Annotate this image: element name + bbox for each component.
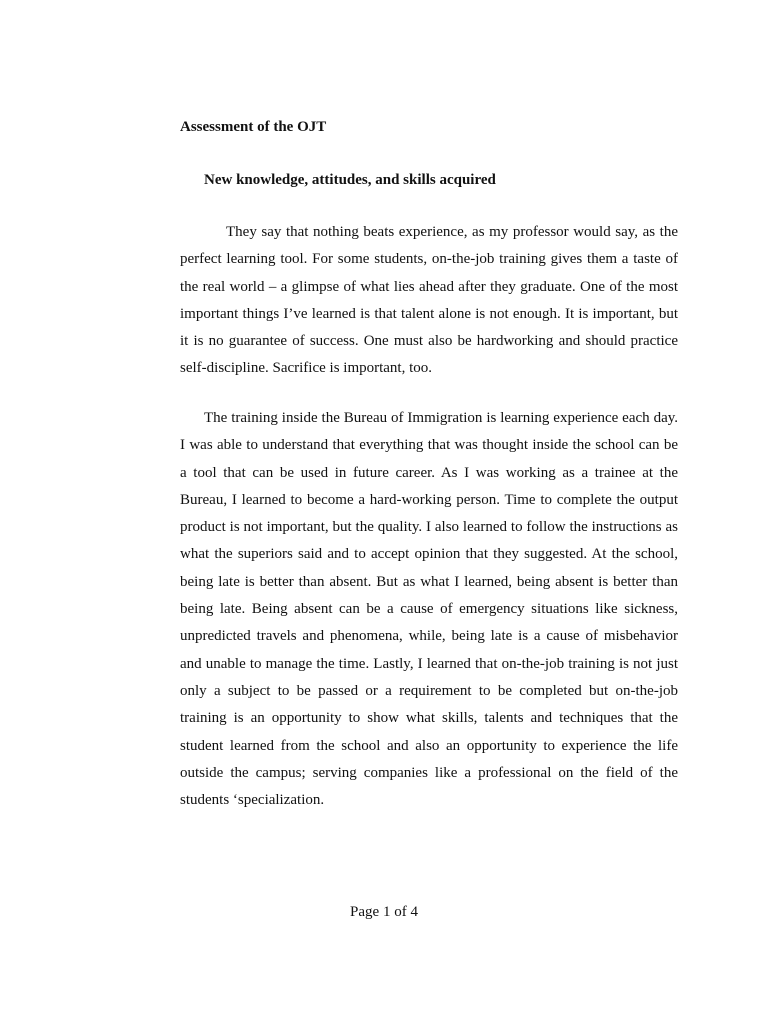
paragraph-2: The training inside the Bureau of Immigration is learning experience each day. I was able to understand that everything that was thought inside the school can be a tool that can be used in future career. As I was working as a trainee at the Bureau, I learned to become a hard-working person. Time to complete the output product is not important, but the quality. I also learned to follow the instructions as what the superiors said and to accept opinion that they suggested. At the school, being late is better than absent. But as what I learned, being absent is better than being late. Being absent can be a cause of emergency situations like sickness, unpredicted travels and phenomena, while, being late is a cause of misbehavior and unable to manage the time. Lastly, I learned that on-the-job training is not just only a subject to be passed or a requirement to be completed but on-the-job training is an opportunity to show what skills, talents and techniques that the student learned from the school and also an opportunity to experience the life outside the campus; serving companies like a professional on the field of the students ‘specialization. bbox=[180, 410, 678, 809]
page-number: Page 1 of 4 bbox=[350, 904, 418, 920]
section-heading: Assessment of the OJT bbox=[180, 119, 327, 135]
subsection-heading: New knowledge, attitudes, and skills acquired bbox=[204, 172, 496, 188]
paragraph-1: They say that nothing beats experience, as my professor would say, as the perfect learning tool. For some students, on-the-job training gives them a taste of the real world – a glimpse of what lies ahead after they graduate. One of the most important things I’ve learned is that talent alone is not enough. It is important, but it is no guarantee of success. One must also be hardworking and should practice self-discipline. Sacrifice is important, too. bbox=[180, 224, 678, 377]
